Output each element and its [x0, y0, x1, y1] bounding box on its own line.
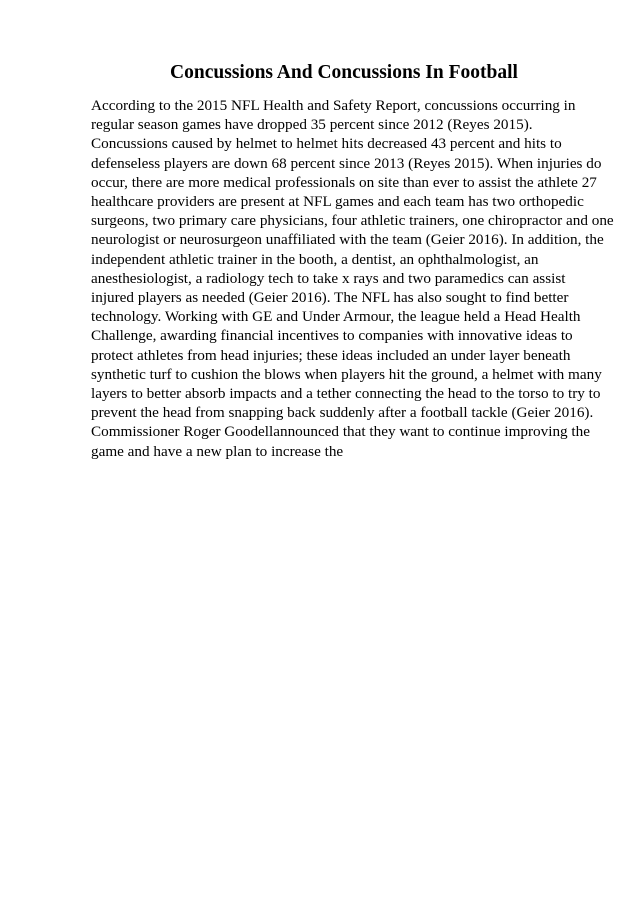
- text-line: protect athletes from head injuries; these ideas included an under layer beneath: [91, 346, 571, 364]
- text-line: synthetic turf to cushion the blows when players hit the ground, a helmet with many: [91, 365, 602, 383]
- text-line: regular season games have dropped 35 percent since 2012 (Reyes 2015).: [91, 116, 533, 134]
- text-line: surgeons, two primary care physicians, four athletic trainers, one chiropractor and one: [91, 212, 614, 230]
- text-line: prevent the head from snapping back suddenly after a football tackle (Geier 2016).: [91, 404, 594, 422]
- text-line: neurologist or neurosurgeon unaffiliated with the team (Geier 2016). In addition, the: [91, 231, 604, 249]
- text-line: game and have a new plan to increase the: [91, 442, 344, 460]
- text-line: independent athletic trainer in the booth, a dentist, an ophthalmologist, an: [91, 250, 539, 268]
- document-title: Concussions And Concussions In Football: [170, 62, 518, 83]
- text-line: anesthesiologist, a radiology tech to take x rays and two paramedics can assist: [91, 269, 566, 287]
- text-line: layers to better absorb impacts and a tether connecting the head to the torso to try to: [91, 385, 601, 403]
- text-line: injured players as needed (Geier 2016). The NFL has also sought to find better: [91, 289, 569, 307]
- body-paragraph: [91, 96, 621, 461]
- text-line: Concussions caused by helmet to helmet hits decreased 43 percent and hits to: [91, 135, 562, 153]
- text-line: defenseless players are down 68 percent since 2013 (Reyes 2015). When injuries do: [91, 154, 602, 172]
- text-line: Challenge, awarding financial incentives to companies with innovative ideas to: [91, 327, 573, 345]
- text-line: healthcare providers are present at NFL games and each team has two orthopedic: [91, 193, 584, 211]
- text-line: technology. Working with GE and Under Armour, the league held a Head Health: [91, 308, 581, 326]
- text-line: occur, there are more medical professionals on site than ever to assist the athlete 27: [91, 173, 597, 191]
- text-line: Commissioner Roger Goodellannounced that they want to continue improving the: [91, 423, 590, 441]
- text-line: According to the 2015 NFL Health and Safety Report, concussions occurring in: [91, 97, 576, 114]
